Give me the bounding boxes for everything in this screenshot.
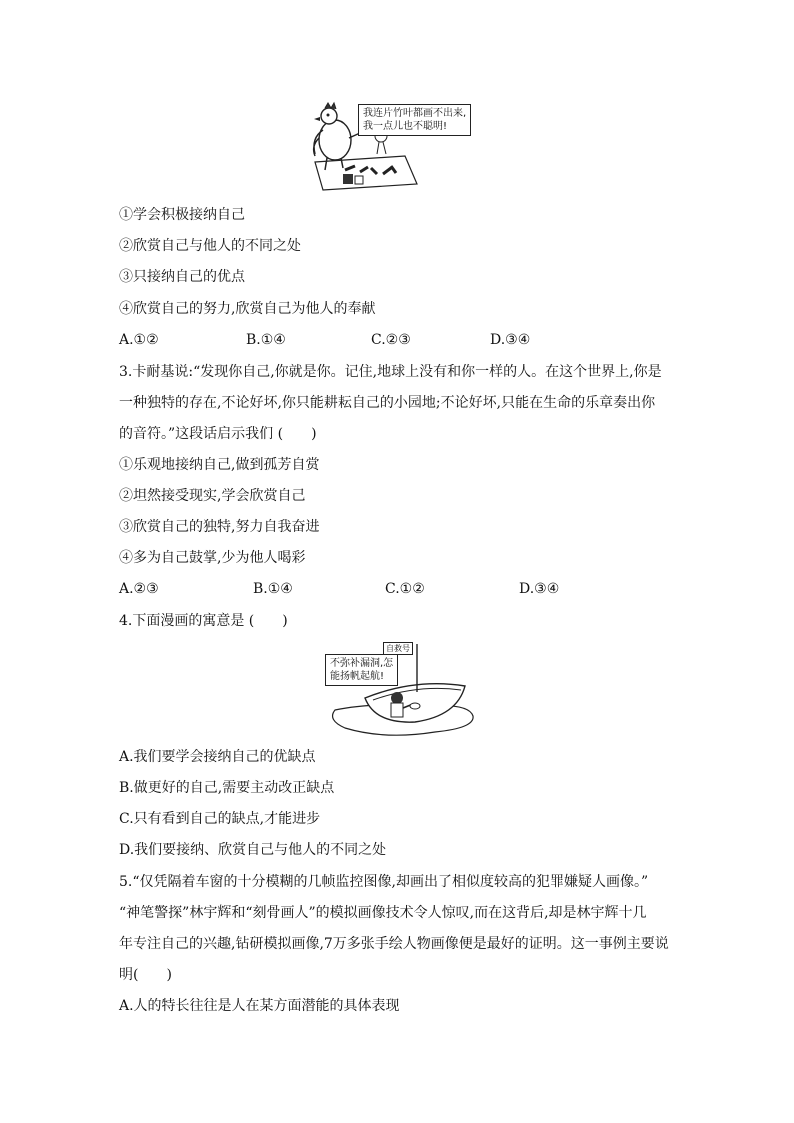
q3-option-a[interactable]: A.②③ <box>119 581 159 597</box>
rooster-cartoon <box>305 100 495 192</box>
q4-option-a[interactable]: A.我们要学会接纳自己的优缺点 <box>119 749 316 765</box>
q3-option-c[interactable]: C.①② <box>385 581 425 597</box>
q4-stem: 4.下面漫画的寓意是 ( ) <box>119 613 288 629</box>
boat-flag: 自救号 <box>383 642 413 655</box>
q5-stem-line-1: 5.“仅凭隔着车窗的十分模糊的几帧监控图像,却画出了相似度较高的犯罪嫌疑人画像。” <box>119 874 649 890</box>
boat-speech-line-1: 不弥补漏洞,怎 <box>330 658 394 669</box>
q5-stem-line-4: 明( ) <box>119 967 172 983</box>
q2-item-4: ④欣赏自己的努力,欣赏自己为他人的奉献 <box>119 301 376 317</box>
q3-stem-line-3: 的音符。”这段话启示我们 ( ) <box>119 426 317 442</box>
boat-speech-bubble <box>325 654 398 686</box>
q2-option-c[interactable]: C.②③ <box>371 332 411 348</box>
q3-option-b[interactable]: B.①④ <box>253 581 293 597</box>
q2-item-1: ①学会积极接纳自己 <box>119 207 245 223</box>
q3-item-4: ④多为自己鼓掌,少为他人喝彩 <box>119 550 306 566</box>
boat-cartoon <box>325 640 475 738</box>
q4-option-c[interactable]: C.只有看到自己的缺点,才能进步 <box>119 811 321 827</box>
q2-option-a[interactable]: A.①② <box>119 332 159 348</box>
q3-stem-line-2: 一种独特的存在,不论好坏,你只能耕耘自己的小园地;不论好坏,只能在生命的乐章奏出你 <box>119 395 656 411</box>
boat-speech-line-2: 能扬帆起航! <box>330 671 385 682</box>
q4-option-b[interactable]: B.做更好的自己,需要主动改正缺点 <box>119 780 335 796</box>
q3-item-2: ②坦然接受现实,学会欣赏自己 <box>119 488 306 504</box>
q5-option-a[interactable]: A.人的特长往往是人在某方面潜能的具体表现 <box>119 998 400 1014</box>
speech-line-2: 我一点儿也不聪明! <box>363 121 448 132</box>
q5-stem-line-2: “神笔警探”林宇辉和“刻骨画人”的模拟画像技术令人惊叹,而在这背后,却是林宇辉十几 <box>119 905 647 921</box>
q2-item-2: ②欣赏自己与他人的不同之处 <box>119 238 301 254</box>
q2-option-b[interactable]: B.①④ <box>246 332 286 348</box>
q3-item-3: ③欣赏自己的独特,努力自我奋进 <box>119 519 320 535</box>
speech-bubble <box>358 104 471 136</box>
q3-stem-line-1: 3.卡耐基说:“发现你自己,你就是你。记住,地球上没有和你一样的人。在这个世界上,你是 <box>119 364 662 380</box>
q5-stem-line-3: 年专注自己的兴趣,钻研模拟画像,7万多张手绘人物画像便是最好的证明。这一事例主要说 <box>119 936 669 952</box>
speech-line-1: 我连片竹叶都画不出来, <box>363 108 467 119</box>
q3-item-1: ①乐观地接纳自己,做到孤芳自赏 <box>119 457 320 473</box>
q3-option-d[interactable]: D.③④ <box>519 581 560 597</box>
q2-item-3: ③只接纳自己的优点 <box>119 269 245 285</box>
q4-option-d[interactable]: D.我们要接纳、欣赏自己与他人的不同之处 <box>119 842 387 858</box>
q2-option-d[interactable]: D.③④ <box>490 332 531 348</box>
